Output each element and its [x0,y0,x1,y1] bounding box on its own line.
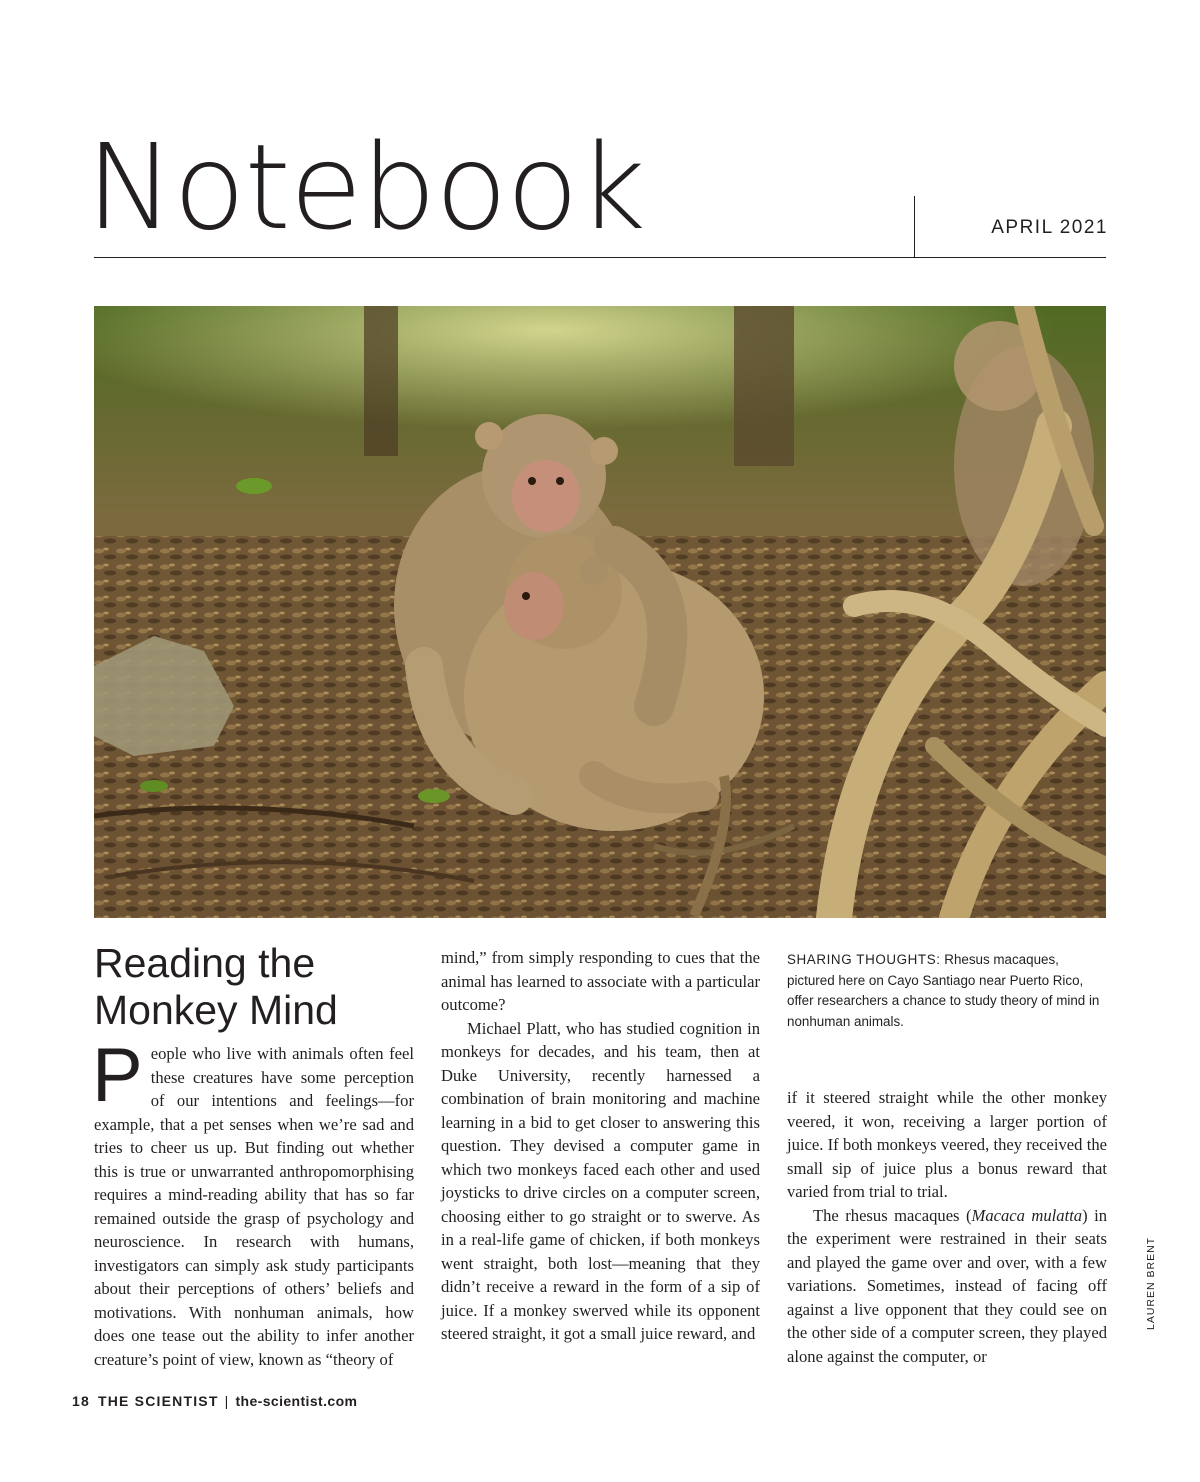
page-footer [72,1393,357,1409]
species-name: Macaca mulatta [971,1205,1083,1225]
section-title: Notebook [86,118,645,256]
publication-url[interactable]: the-scientist.com [235,1393,358,1409]
page-number: 18 [72,1393,90,1409]
issue-date: APRIL 2021 [991,217,1108,238]
body-paragraph: mind,” from simply responding to cues that the animal has learned to associate with a particular outcome? [441,948,760,1014]
article-photo [94,306,1106,918]
caption-label: SHARING THOUGHTS: [787,952,941,967]
body-paragraph: if it steered straight while the other monkey veered, it won, receiving a larger portion of juice. If both monkeys veered, they received the small sip of juice plus a bonus reward that varied from trial to trial. [787,1088,1107,1201]
article-headline: Reading the Monkey Mind [94,940,338,1033]
macaques-photo-illustration [94,306,1106,918]
photo-caption [787,950,1105,1032]
body-text: The rhesus macaques ( [813,1205,972,1225]
footer-separator: | [224,1393,230,1409]
dropcap: P [92,1033,143,1118]
publication-name: THE SCIENTIST [97,1393,219,1409]
body-text: ) in the experiment were restrained in their seats and played the game over and over, with a few variations. Sometimes, instead of facing off against a live opponent that they could see on the other side of a computer screen, they played alone against the computer, or [787,1205,1107,1366]
body-text-col1: eople who live with animals often feel these creatures have some perception of our intentions and feelings—for example, that a pet senses when we’re sad and tries to cheer us up. But finding out whether this is true or unwarranted anthropomorphising requires a mind-reading ability that has so far remained outside the grasp of psychology and neuroscience. In research with humans, investigators can simply ask study participants about their perceptions of others’ beliefs and motivations. With nonhuman animals, how does one tease out the ability to infer another creature’s point of view, known as “theory of [94,1044,414,1369]
header-divider [914,196,915,258]
article-column-3 [787,1086,1107,1368]
article-column-2 [441,946,760,1346]
caption-text: Rhesus macaques, pictured here on Cayo Santiago near Puerto Rico, offer researchers a chance to study theory of mind in nonhuman animals. [787,952,1100,1029]
body-paragraph [787,1204,1107,1369]
body-paragraph: Michael Platt, who has studied cognition in monkeys for decades, and his team, then at Duke University, recently harnessed a combination of brain monitoring and machine learning in a bid to get closer to answering this question. They devised a computer game in which two monkeys faced each other and used joysticks to drive circles on a computer screen, choosing either to go straight or to swerve. As in a real-life game of chicken, if both monkeys went straight, both lost—meaning that they didn’t receive a reward in the form of a sip of juice. If a monkey swerved while its opponent steered straight, it got a small juice reward, and [441,1018,760,1343]
photo-credit: LAUREN BRENT [1145,1236,1157,1330]
header-rule [94,257,1106,258]
article-column-1 [92,1033,414,1371]
